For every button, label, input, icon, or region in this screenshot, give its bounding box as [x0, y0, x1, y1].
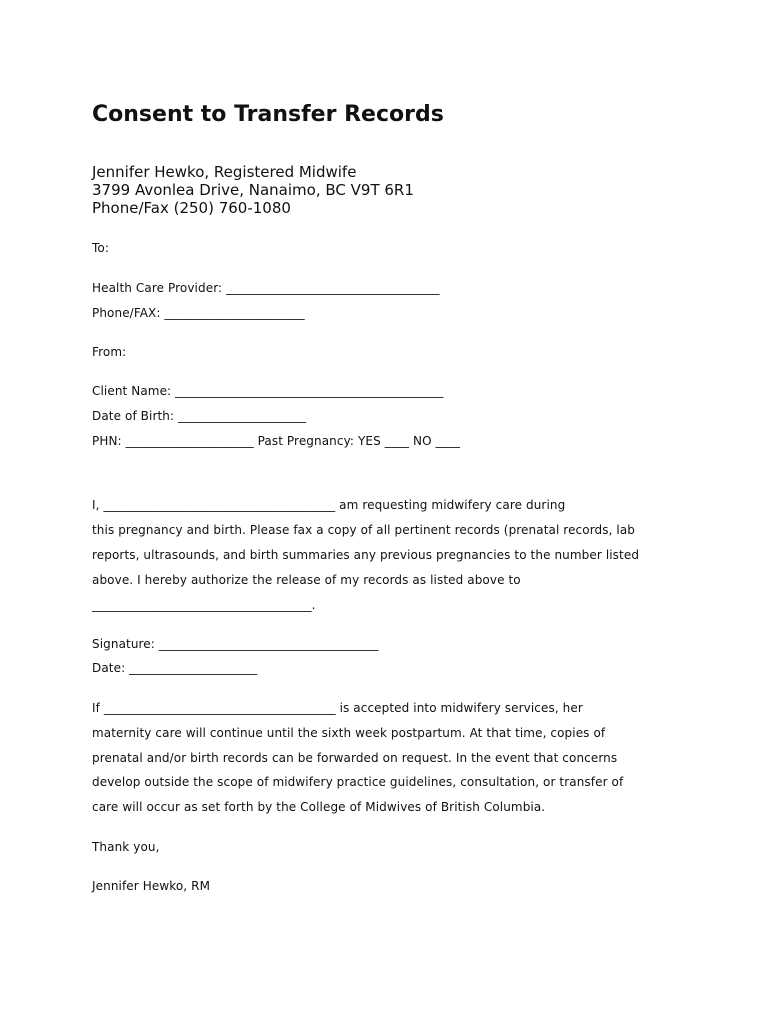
paragraph-line: care will occur as set forth by the College of Midwives of British Columbia. [92, 800, 546, 814]
to-label: To: [92, 241, 109, 255]
paragraph-line: ____________________________________. [92, 598, 316, 612]
midwife-address: 3799 Avonlea Drive, Nanaimo, BC V9T 6R1 [92, 181, 414, 199]
date-of-birth-field: Date of Birth: _____________________ [92, 409, 307, 423]
document-title: Consent to Transfer Records [92, 102, 444, 127]
provider-phone-fax-field: Phone/FAX: _______________________ [92, 306, 305, 320]
signature-field: Signature: ____________________________________ [92, 637, 379, 651]
paragraph-line: prenatal and/or birth records can be forwarded on request. In the event that concerns [92, 751, 618, 765]
client-name-field: Client Name: ____________________________________________ [92, 384, 444, 398]
paragraph-line: reports, ultrasounds, and birth summaries any previous pregnancies to the number listed [92, 548, 640, 562]
signoff-text: Jennifer Hewko, RM [92, 879, 211, 893]
paragraph-line: this pregnancy and birth. Please fax a copy of all pertinent records (prenatal records, lab [92, 523, 636, 537]
paragraph-line: develop outside the scope of midwifery practice guidelines, consultation, or transfer of [92, 775, 624, 789]
closing-text: Thank you, [92, 840, 160, 854]
date-field: Date: _____________________ [92, 661, 258, 675]
midwife-name: Jennifer Hewko, Registered Midwife [92, 163, 357, 181]
midwife-phone: Phone/Fax (250) 760-1080 [92, 199, 291, 217]
from-label: From: [92, 345, 127, 359]
health-care-provider-field: Health Care Provider: ___________________________________ [92, 281, 440, 295]
paragraph-line: maternity care will continue until the sixth week postpartum. At that time, copies of [92, 726, 606, 740]
paragraph-line: If ______________________________________ is accepted into midwifery services, her [92, 701, 583, 715]
consent-form-page [92, 0, 692, 1024]
paragraph-line: above. I hereby authorize the release of my records as listed above to [92, 573, 521, 587]
phn-past-pregnancy-field: PHN: _____________________ Past Pregnancy: YES ____ NO ____ [92, 434, 460, 448]
paragraph-line: I, ______________________________________ am requesting midwifery care during [92, 498, 566, 512]
